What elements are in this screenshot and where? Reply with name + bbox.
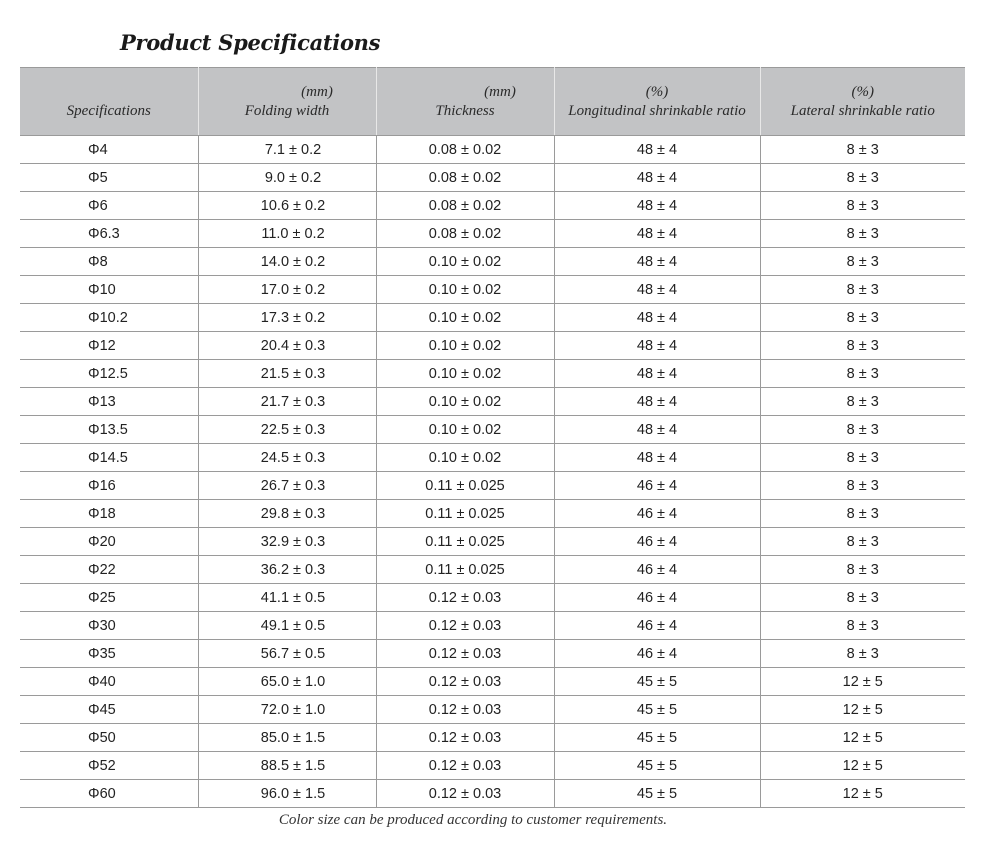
- page-title: Product Specifications: [120, 30, 381, 55]
- folding-width-cell: 49.1 ± 0.5: [198, 612, 376, 640]
- spec-cell: Φ40: [20, 668, 198, 696]
- table-row: [20, 556, 965, 584]
- folding-width-cell: 17.3 ± 0.2: [198, 304, 376, 332]
- longitudinal-ratio-cell: 48 ± 4: [554, 388, 760, 416]
- thickness-cell: 0.10 ± 0.02: [376, 248, 554, 276]
- table-row: [20, 780, 965, 808]
- longitudinal-ratio-cell: 46 ± 4: [554, 556, 760, 584]
- lateral-ratio-cell: 8 ± 3: [760, 332, 965, 360]
- table-row: [20, 360, 965, 388]
- col-header-specifications: [20, 68, 198, 136]
- thickness-cell: 0.11 ± 0.025: [376, 528, 554, 556]
- col-header-name: Longitudinal shrinkable ratio: [568, 102, 746, 119]
- spec-cell: Φ35: [20, 640, 198, 668]
- lateral-ratio-cell: 8 ± 3: [760, 276, 965, 304]
- spec-cell: Φ13.5: [20, 416, 198, 444]
- thickness-cell: 0.10 ± 0.02: [376, 332, 554, 360]
- spec-cell: Φ50: [20, 724, 198, 752]
- table-row: [20, 332, 965, 360]
- lateral-ratio-cell: 12 ± 5: [760, 780, 965, 808]
- spec-cell: Φ12.5: [20, 360, 198, 388]
- longitudinal-ratio-cell: 46 ± 4: [554, 472, 760, 500]
- table-row: [20, 584, 965, 612]
- lateral-ratio-cell: 12 ± 5: [760, 724, 965, 752]
- folding-width-cell: 22.5 ± 0.3: [198, 416, 376, 444]
- thickness-cell: 0.08 ± 0.02: [376, 192, 554, 220]
- table-row: [20, 248, 965, 276]
- spec-cell: Φ10.2: [20, 304, 198, 332]
- lateral-ratio-cell: 8 ± 3: [760, 640, 965, 668]
- folding-width-cell: 21.5 ± 0.3: [198, 360, 376, 388]
- col-header-thickness: [376, 68, 554, 136]
- spec-table: [20, 67, 965, 808]
- table-row: [20, 136, 965, 164]
- folding-width-cell: 56.7 ± 0.5: [198, 640, 376, 668]
- folding-width-cell: 20.4 ± 0.3: [198, 332, 376, 360]
- col-header-name: Folding width: [244, 102, 330, 119]
- col-header-folding-width: [198, 68, 376, 136]
- lateral-ratio-cell: 8 ± 3: [760, 416, 965, 444]
- longitudinal-ratio-cell: 46 ± 4: [554, 612, 760, 640]
- table-row: [20, 164, 965, 192]
- thickness-cell: 0.11 ± 0.025: [376, 500, 554, 528]
- longitudinal-ratio-cell: 48 ± 4: [554, 332, 760, 360]
- table-row: [20, 276, 965, 304]
- thickness-cell: 0.08 ± 0.02: [376, 220, 554, 248]
- thickness-cell: 0.10 ± 0.02: [376, 444, 554, 472]
- spec-cell: Φ12: [20, 332, 198, 360]
- col-header-name: Thickness: [435, 102, 495, 119]
- folding-width-cell: 11.0 ± 0.2: [198, 220, 376, 248]
- table-row: [20, 192, 965, 220]
- thickness-cell: 0.10 ± 0.02: [376, 304, 554, 332]
- lateral-ratio-cell: 8 ± 3: [760, 584, 965, 612]
- spec-cell: Φ13: [20, 388, 198, 416]
- col-header-name: Lateral shrinkable ratio: [790, 102, 935, 119]
- lateral-ratio-cell: 12 ± 5: [760, 668, 965, 696]
- longitudinal-ratio-cell: 48 ± 4: [554, 192, 760, 220]
- thickness-cell: 0.12 ± 0.03: [376, 640, 554, 668]
- table-row: [20, 444, 965, 472]
- lateral-ratio-cell: 8 ± 3: [760, 388, 965, 416]
- header-row: [20, 68, 965, 136]
- thickness-cell: 0.12 ± 0.03: [376, 584, 554, 612]
- table-row: [20, 388, 965, 416]
- folding-width-cell: 41.1 ± 0.5: [198, 584, 376, 612]
- spec-cell: Φ52: [20, 752, 198, 780]
- folding-width-cell: 65.0 ± 1.0: [198, 668, 376, 696]
- thickness-cell: 0.12 ± 0.03: [376, 724, 554, 752]
- lateral-ratio-cell: 8 ± 3: [760, 164, 965, 192]
- longitudinal-ratio-cell: 48 ± 4: [554, 248, 760, 276]
- col-header-unit: (%): [851, 83, 874, 100]
- folding-width-cell: 9.0 ± 0.2: [198, 164, 376, 192]
- table-row: [20, 612, 965, 640]
- table-row: [20, 500, 965, 528]
- thickness-cell: 0.12 ± 0.03: [376, 668, 554, 696]
- longitudinal-ratio-cell: 46 ± 4: [554, 584, 760, 612]
- folding-width-cell: 17.0 ± 0.2: [198, 276, 376, 304]
- table-row: [20, 668, 965, 696]
- longitudinal-ratio-cell: 45 ± 5: [554, 696, 760, 724]
- spec-cell: Φ16: [20, 472, 198, 500]
- longitudinal-ratio-cell: 46 ± 4: [554, 640, 760, 668]
- longitudinal-ratio-cell: 45 ± 5: [554, 752, 760, 780]
- folding-width-cell: 29.8 ± 0.3: [198, 500, 376, 528]
- col-header-unit: (mm): [484, 83, 516, 100]
- thickness-cell: 0.10 ± 0.02: [376, 276, 554, 304]
- thickness-cell: 0.12 ± 0.03: [376, 752, 554, 780]
- col-header-name: Specifications: [66, 102, 151, 119]
- folding-width-cell: 85.0 ± 1.5: [198, 724, 376, 752]
- spec-cell: Φ20: [20, 528, 198, 556]
- spec-cell: Φ22: [20, 556, 198, 584]
- spec-table-header: [20, 68, 965, 136]
- table-row: [20, 752, 965, 780]
- longitudinal-ratio-cell: 46 ± 4: [554, 528, 760, 556]
- lateral-ratio-cell: 8 ± 3: [760, 248, 965, 276]
- table-row: [20, 304, 965, 332]
- lateral-ratio-cell: 8 ± 3: [760, 500, 965, 528]
- table-row: [20, 696, 965, 724]
- table-row: [20, 528, 965, 556]
- longitudinal-ratio-cell: 45 ± 5: [554, 724, 760, 752]
- thickness-cell: 0.08 ± 0.02: [376, 164, 554, 192]
- lateral-ratio-cell: 8 ± 3: [760, 528, 965, 556]
- thickness-cell: 0.10 ± 0.02: [376, 416, 554, 444]
- spec-cell: Φ14.5: [20, 444, 198, 472]
- folding-width-cell: 72.0 ± 1.0: [198, 696, 376, 724]
- folding-width-cell: 96.0 ± 1.5: [198, 780, 376, 808]
- folding-width-cell: 21.7 ± 0.3: [198, 388, 376, 416]
- lateral-ratio-cell: 8 ± 3: [760, 220, 965, 248]
- thickness-cell: 0.10 ± 0.02: [376, 388, 554, 416]
- table-row: [20, 640, 965, 668]
- thickness-cell: 0.11 ± 0.025: [376, 472, 554, 500]
- thickness-cell: 0.08 ± 0.02: [376, 136, 554, 164]
- longitudinal-ratio-cell: 46 ± 4: [554, 500, 760, 528]
- folding-width-cell: 26.7 ± 0.3: [198, 472, 376, 500]
- spec-cell: Φ6: [20, 192, 198, 220]
- lateral-ratio-cell: 8 ± 3: [760, 304, 965, 332]
- folding-width-cell: 10.6 ± 0.2: [198, 192, 376, 220]
- col-header-lateral: [760, 68, 965, 136]
- lateral-ratio-cell: 8 ± 3: [760, 556, 965, 584]
- longitudinal-ratio-cell: 48 ± 4: [554, 164, 760, 192]
- table-row: [20, 220, 965, 248]
- lateral-ratio-cell: 8 ± 3: [760, 472, 965, 500]
- folding-width-cell: 7.1 ± 0.2: [198, 136, 376, 164]
- spec-cell: Φ25: [20, 584, 198, 612]
- spec-cell: Φ4: [20, 136, 198, 164]
- table-row: [20, 472, 965, 500]
- spec-cell: Φ5: [20, 164, 198, 192]
- col-header-longitudinal: [554, 68, 760, 136]
- folding-width-cell: 32.9 ± 0.3: [198, 528, 376, 556]
- col-header-unit: (mm): [301, 83, 333, 100]
- spec-table-body: [20, 136, 965, 808]
- folding-width-cell: 88.5 ± 1.5: [198, 752, 376, 780]
- spec-cell: Φ18: [20, 500, 198, 528]
- spec-cell: Φ6.3: [20, 220, 198, 248]
- thickness-cell: 0.10 ± 0.02: [376, 360, 554, 388]
- spec-cell: Φ8: [20, 248, 198, 276]
- table-row: [20, 724, 965, 752]
- spec-cell: Φ30: [20, 612, 198, 640]
- col-header-unit: (%): [645, 83, 669, 100]
- spec-cell: Φ10: [20, 276, 198, 304]
- lateral-ratio-cell: 8 ± 3: [760, 444, 965, 472]
- lateral-ratio-cell: 8 ± 3: [760, 192, 965, 220]
- lateral-ratio-cell: 12 ± 5: [760, 696, 965, 724]
- thickness-cell: 0.12 ± 0.03: [376, 696, 554, 724]
- lateral-ratio-cell: 8 ± 3: [760, 136, 965, 164]
- spec-cell: Φ45: [20, 696, 198, 724]
- longitudinal-ratio-cell: 48 ± 4: [554, 276, 760, 304]
- spec-cell: Φ60: [20, 780, 198, 808]
- thickness-cell: 0.11 ± 0.025: [376, 556, 554, 584]
- longitudinal-ratio-cell: 48 ± 4: [554, 444, 760, 472]
- folding-width-cell: 14.0 ± 0.2: [198, 248, 376, 276]
- folding-width-cell: 24.5 ± 0.3: [198, 444, 376, 472]
- longitudinal-ratio-cell: 48 ± 4: [554, 360, 760, 388]
- lateral-ratio-cell: 12 ± 5: [760, 752, 965, 780]
- longitudinal-ratio-cell: 48 ± 4: [554, 220, 760, 248]
- lateral-ratio-cell: 8 ± 3: [760, 612, 965, 640]
- lateral-ratio-cell: 8 ± 3: [760, 360, 965, 388]
- thickness-cell: 0.12 ± 0.03: [376, 780, 554, 808]
- longitudinal-ratio-cell: 48 ± 4: [554, 416, 760, 444]
- longitudinal-ratio-cell: 48 ± 4: [554, 136, 760, 164]
- longitudinal-ratio-cell: 45 ± 5: [554, 668, 760, 696]
- folding-width-cell: 36.2 ± 0.3: [198, 556, 376, 584]
- table-row: [20, 416, 965, 444]
- thickness-cell: 0.12 ± 0.03: [376, 612, 554, 640]
- longitudinal-ratio-cell: 48 ± 4: [554, 304, 760, 332]
- footnote: Color size can be produced according to customer requirements.: [278, 812, 668, 828]
- longitudinal-ratio-cell: 45 ± 5: [554, 780, 760, 808]
